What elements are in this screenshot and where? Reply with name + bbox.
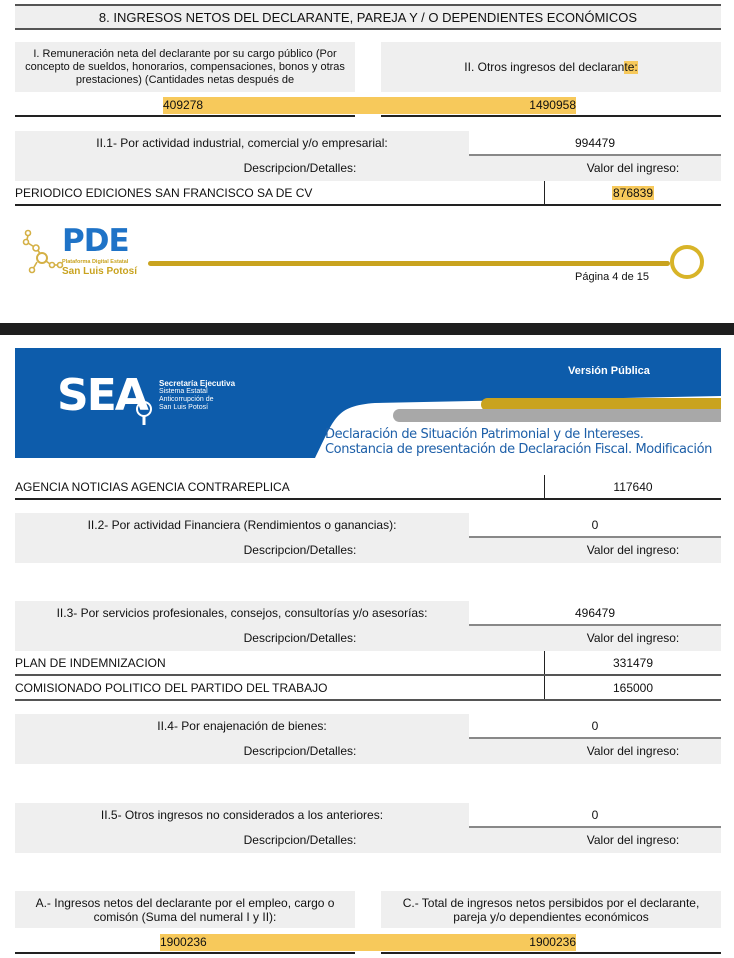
table-row — [15, 475, 721, 500]
ii4-header-block — [15, 714, 721, 764]
value-total-a: 1900236 — [160, 935, 207, 949]
sea-org-name — [159, 379, 235, 412]
sea-org-line2: Sistema Estatal — [159, 388, 208, 395]
divider — [15, 115, 355, 117]
label-remuneracion — [15, 42, 355, 92]
divider — [15, 952, 355, 954]
page-number: Página 4 de 15 — [575, 271, 650, 283]
table-row — [15, 676, 721, 701]
ii4-label: II.4- Por enajenación de bienes: — [157, 719, 327, 733]
ii2-total: 0 — [469, 513, 721, 538]
ii5-total-row — [15, 803, 721, 828]
highlight-bar-totals — [160, 934, 576, 951]
row-value: 331479 — [544, 651, 721, 674]
row-value-cell — [544, 181, 721, 204]
row-value: 117640 — [544, 475, 721, 498]
sea-org-line1: Secretaría Ejecutiva — [159, 379, 236, 388]
pde-logo-sub2: San Luis Potosí — [62, 266, 138, 277]
divider — [381, 952, 721, 954]
ii1-label: II.1- Por actividad industrial, comercial y/o empresarial: — [96, 136, 388, 150]
ii3-total: 496479 — [469, 601, 721, 626]
ii5-label: II.5- Otros ingresos no considerados a los anteriores: — [100, 808, 384, 822]
ii5-desc-header: Descripcion/Detalles: — [243, 833, 357, 847]
row-desc: PLAN DE INDEMNIZACION — [15, 656, 166, 670]
ii4-total-row — [15, 714, 721, 739]
pde-logo-text: PDE — [62, 223, 129, 259]
footer-gold-ring-icon — [670, 245, 704, 279]
banner-title-line2: Constancia de presentación de Declaración Fiscal. Modificación — [325, 442, 712, 457]
sea-org-line4: San Luis Potosí — [159, 404, 209, 411]
banner-title-line1: Declaración de Situación Patrimonial y de Intereses. — [325, 427, 644, 442]
row-desc: PERIODICO EDICIONES SAN FRANCISCO SA DE CV — [15, 186, 313, 200]
table-row — [15, 651, 721, 676]
ii1-column-headers — [15, 156, 721, 181]
label-total-c — [381, 891, 721, 928]
ii3-desc-header: Descripcion/Detalles: — [243, 631, 357, 645]
label-total-c-text: C.- Total de ingresos netos persibidos por el declarante, pareja y/o dependientes económicos — [402, 895, 700, 924]
ii1-value-header: Valor del ingreso: — [586, 161, 680, 175]
ii5-header-block — [15, 803, 721, 853]
ii1-header-block — [15, 131, 721, 181]
row-desc: COMISIONADO POLITICO DEL PARTIDO DEL TRABAJO — [15, 681, 328, 695]
ii2-label: II.2- Por actividad Financiera (Rendimientos o ganancias): — [87, 518, 397, 532]
section-title: 8. INGRESOS NETOS DEL DECLARANTE, PAREJA Y / O DEPENDIENTES ECONÓMICOS — [15, 4, 721, 30]
ii2-header-block — [15, 513, 721, 563]
banner-title — [325, 427, 712, 457]
ii3-label: II.3- Por servicios profesionales, consejos, consultorías y/o asesorías: — [56, 606, 428, 620]
label-otros-ingresos-text: II. Otros ingresos del declaran — [464, 59, 625, 74]
ii3-header-block — [15, 601, 721, 651]
page-separator — [0, 323, 734, 335]
ii2-column-headers — [15, 538, 721, 563]
value-total-c: 1900236 — [529, 935, 576, 949]
divider — [381, 115, 721, 117]
value-otros-ingresos: 1490958 — [529, 98, 576, 112]
pde-logo-sub1: Plataforma Digital Estatal — [62, 259, 129, 265]
ii5-column-headers — [15, 828, 721, 853]
highlight-bar-values — [163, 97, 576, 114]
pde-molecule-icon — [20, 228, 65, 278]
label-total-a-text: A.- Ingresos netos del declarante por el empleo, cargo o comisón (Suma del numeral I y II): — [35, 895, 335, 924]
sea-org-line3: Anticorrupción de — [159, 396, 214, 403]
sea-logo: SEA — [57, 370, 147, 421]
ii2-value-header: Valor del ingreso: — [586, 543, 680, 557]
ii4-column-headers — [15, 739, 721, 764]
ii1-total-row — [15, 131, 721, 156]
ii4-desc-header: Descripcion/Detalles: — [243, 744, 357, 758]
label-remuneracion-text: I. Remuneración neta del declarante por su cargo público (Por concepto de sueldos, honorarios, compensaciones, bonos y otras prestaciones) (Cantidades netas después de — [25, 47, 345, 86]
row-desc: AGENCIA NOTICIAS AGENCIA CONTRAREPLICA — [15, 480, 290, 494]
ii2-total-row — [15, 513, 721, 538]
ii1-desc-header: Descripcion/Detalles: — [243, 161, 357, 175]
row-value: 876839 — [612, 186, 654, 200]
ii3-column-headers — [15, 626, 721, 651]
footer-gold-line — [148, 261, 670, 266]
row-value: 165000 — [544, 676, 721, 699]
ii2-desc-header: Descripcion/Detalles: — [243, 543, 357, 557]
magnifier-icon — [133, 400, 155, 426]
ii3-total-row — [15, 601, 721, 626]
label-otros-ingresos — [381, 42, 721, 92]
table-row — [15, 181, 721, 206]
version-label: Versión Pública — [568, 365, 650, 377]
label-otros-ingresos-highlight: te: — [624, 59, 638, 74]
ii3-value-header: Valor del ingreso: — [586, 631, 680, 645]
header-banner — [15, 348, 721, 458]
ii4-value-header: Valor del ingreso: — [586, 744, 680, 758]
value-remuneracion: 409278 — [163, 98, 204, 112]
ii1-total: 994479 — [469, 131, 721, 156]
ii5-total: 0 — [469, 803, 721, 828]
ii4-total: 0 — [469, 714, 721, 739]
label-total-a — [15, 891, 355, 928]
ii5-value-header: Valor del ingreso: — [586, 833, 680, 847]
